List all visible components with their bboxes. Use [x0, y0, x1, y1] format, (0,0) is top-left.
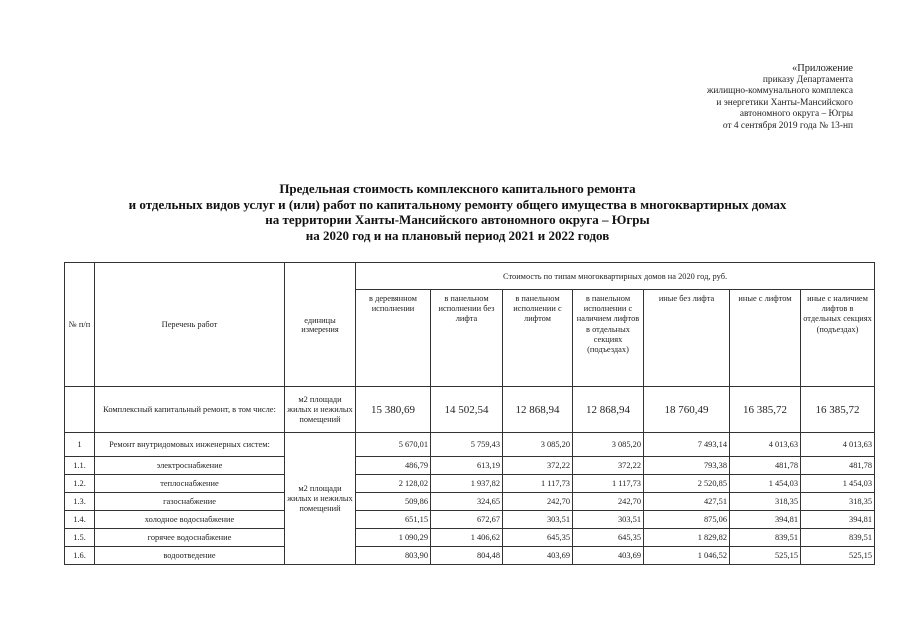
header-num: № п/п	[65, 263, 95, 387]
row-name: водоотведение	[95, 547, 285, 565]
table-row	[65, 511, 875, 529]
header-type: в панельном исполнении с лифтом	[503, 290, 573, 387]
row-num: 1.4.	[65, 511, 95, 529]
table-cell: 16 385,72	[801, 387, 875, 433]
table-cell: 839,51	[730, 529, 801, 547]
table-row	[65, 475, 875, 493]
table-cell: 394,81	[801, 511, 875, 529]
table-row-complex	[65, 387, 875, 433]
table-cell: 793,38	[644, 457, 730, 475]
table-row-group	[65, 433, 875, 457]
group-num: 1	[65, 433, 95, 457]
table-cell: 2 520,85	[644, 475, 730, 493]
table-cell: 303,51	[503, 511, 573, 529]
title-line: на 2020 год и на плановый период 2021 и 2022 годов	[305, 228, 610, 244]
row-num: 1.5.	[65, 529, 95, 547]
table-cell: 242,70	[503, 493, 573, 511]
table-cell: 3 085,20	[503, 433, 573, 457]
table-cell: 645,35	[573, 529, 644, 547]
table-cell: 15 380,69	[356, 387, 431, 433]
row-num: 1.3.	[65, 493, 95, 511]
header-type: иные с наличием лифтов в отдельных секциях (подъездах)	[801, 290, 875, 387]
header-type: иные с лифтом	[730, 290, 801, 387]
document-title	[40, 181, 875, 244]
table-cell: 613,19	[431, 457, 503, 475]
table-cell: 525,15	[730, 547, 801, 565]
row-name: холодное водоснабжение	[95, 511, 285, 529]
sub-unit: м2 площади жилых и нежилых помещений	[285, 433, 356, 565]
table-cell: 3 085,20	[573, 433, 644, 457]
table-cell	[65, 387, 95, 433]
table-cell: 875,06	[644, 511, 730, 529]
table-cell: 1 454,03	[730, 475, 801, 493]
table-cell: 4 013,63	[730, 433, 801, 457]
appendix-line: жилищно-коммунального комплекса	[706, 86, 853, 97]
title-line: и отдельных видов услуг и (или) работ по капитальному ремонту общего имущества в многоквартирных домах	[128, 196, 787, 212]
row-name: электроснабжение	[95, 457, 285, 475]
table-cell: 2 128,02	[356, 475, 431, 493]
table-cell: 651,15	[356, 511, 431, 529]
table-cell: 481,78	[730, 457, 801, 475]
table-cell: 804,48	[431, 547, 503, 565]
header-cost-group: Стоимость по типам многоквартирных домов на 2020 год, руб.	[356, 263, 875, 290]
table-cell: 372,22	[573, 457, 644, 475]
table-cell: 4 013,63	[801, 433, 875, 457]
row-name: горячее водоснабжение	[95, 529, 285, 547]
table-cell: 509,86	[356, 493, 431, 511]
table-cell: 318,35	[730, 493, 801, 511]
table-cell: 372,22	[503, 457, 573, 475]
appendix-line: автономного округа – Югры	[739, 109, 853, 120]
appendix-line: приказу Департамента	[762, 74, 853, 85]
header-row	[65, 263, 875, 290]
table-cell: 394,81	[730, 511, 801, 529]
table-cell: 1 937,82	[431, 475, 503, 493]
complex-name: Комплексный капитальный ремонт, в том числе:	[95, 387, 285, 433]
table-cell: 1 454,03	[801, 475, 875, 493]
table-cell: 1 829,82	[644, 529, 730, 547]
table-cell: 324,65	[431, 493, 503, 511]
header-units: единицы измерения	[285, 263, 356, 387]
cost-table	[64, 262, 875, 565]
table-cell: 18 760,49	[644, 387, 730, 433]
row-name: газоснабжение	[95, 493, 285, 511]
table-row	[65, 547, 875, 565]
table-cell: 1 117,73	[573, 475, 644, 493]
header-type: в деревянном исполнении	[356, 290, 431, 387]
appendix-line: «Приложение	[792, 63, 853, 74]
header-works: Перечень работ	[95, 263, 285, 387]
appendix-line: и энергетики Ханты-Мансийского	[716, 97, 853, 108]
table-cell: 486,79	[356, 457, 431, 475]
appendix-block	[523, 63, 853, 133]
row-name: теплоснабжение	[95, 475, 285, 493]
table-cell: 14 502,54	[431, 387, 503, 433]
table-cell: 303,51	[573, 511, 644, 529]
table-cell: 645,35	[503, 529, 573, 547]
table-cell: 427,51	[644, 493, 730, 511]
table-cell: 12 868,94	[503, 387, 573, 433]
table-cell: 525,15	[801, 547, 875, 565]
table-cell: 16 385,72	[730, 387, 801, 433]
row-num: 1.6.	[65, 547, 95, 565]
table-cell: 5 670,01	[356, 433, 431, 457]
table-cell: 803,90	[356, 547, 431, 565]
table-row	[65, 457, 875, 475]
table-cell: 839,51	[801, 529, 875, 547]
table-cell: 242,70	[573, 493, 644, 511]
table-cell: 1 406,62	[431, 529, 503, 547]
group-name: Ремонт внутридомовых инженерных систем:	[95, 433, 285, 457]
table-cell: 5 759,43	[431, 433, 503, 457]
complex-unit: м2 площади жилых и нежилых помещений	[285, 387, 356, 433]
table-cell: 403,69	[503, 547, 573, 565]
title-line: Предельная стоимость комплексного капитального ремонта	[279, 181, 636, 196]
table-cell: 1 117,73	[503, 475, 573, 493]
row-num: 1.1.	[65, 457, 95, 475]
table-cell: 318,35	[801, 493, 875, 511]
table-cell: 481,78	[801, 457, 875, 475]
row-num: 1.2.	[65, 475, 95, 493]
header-type: в панельном исполнении без лифта	[431, 290, 503, 387]
table-cell: 403,69	[573, 547, 644, 565]
table-row	[65, 493, 875, 511]
table-cell: 12 868,94	[573, 387, 644, 433]
table-cell: 672,67	[431, 511, 503, 529]
table-cell: 1 090,29	[356, 529, 431, 547]
table-row	[65, 529, 875, 547]
title-line: на территории Ханты-Мансийского автономного округа – Югры	[265, 212, 650, 228]
table-cell: 1 046,52	[644, 547, 730, 565]
header-type: иные без лифта	[644, 290, 730, 387]
header-type: в панельном исполнении с наличием лифтов в отдельных секциях (подъездах)	[573, 290, 644, 387]
appendix-line: от 4 сентября 2019 года № 13-нп	[722, 120, 853, 131]
table-cell: 7 493,14	[644, 433, 730, 457]
